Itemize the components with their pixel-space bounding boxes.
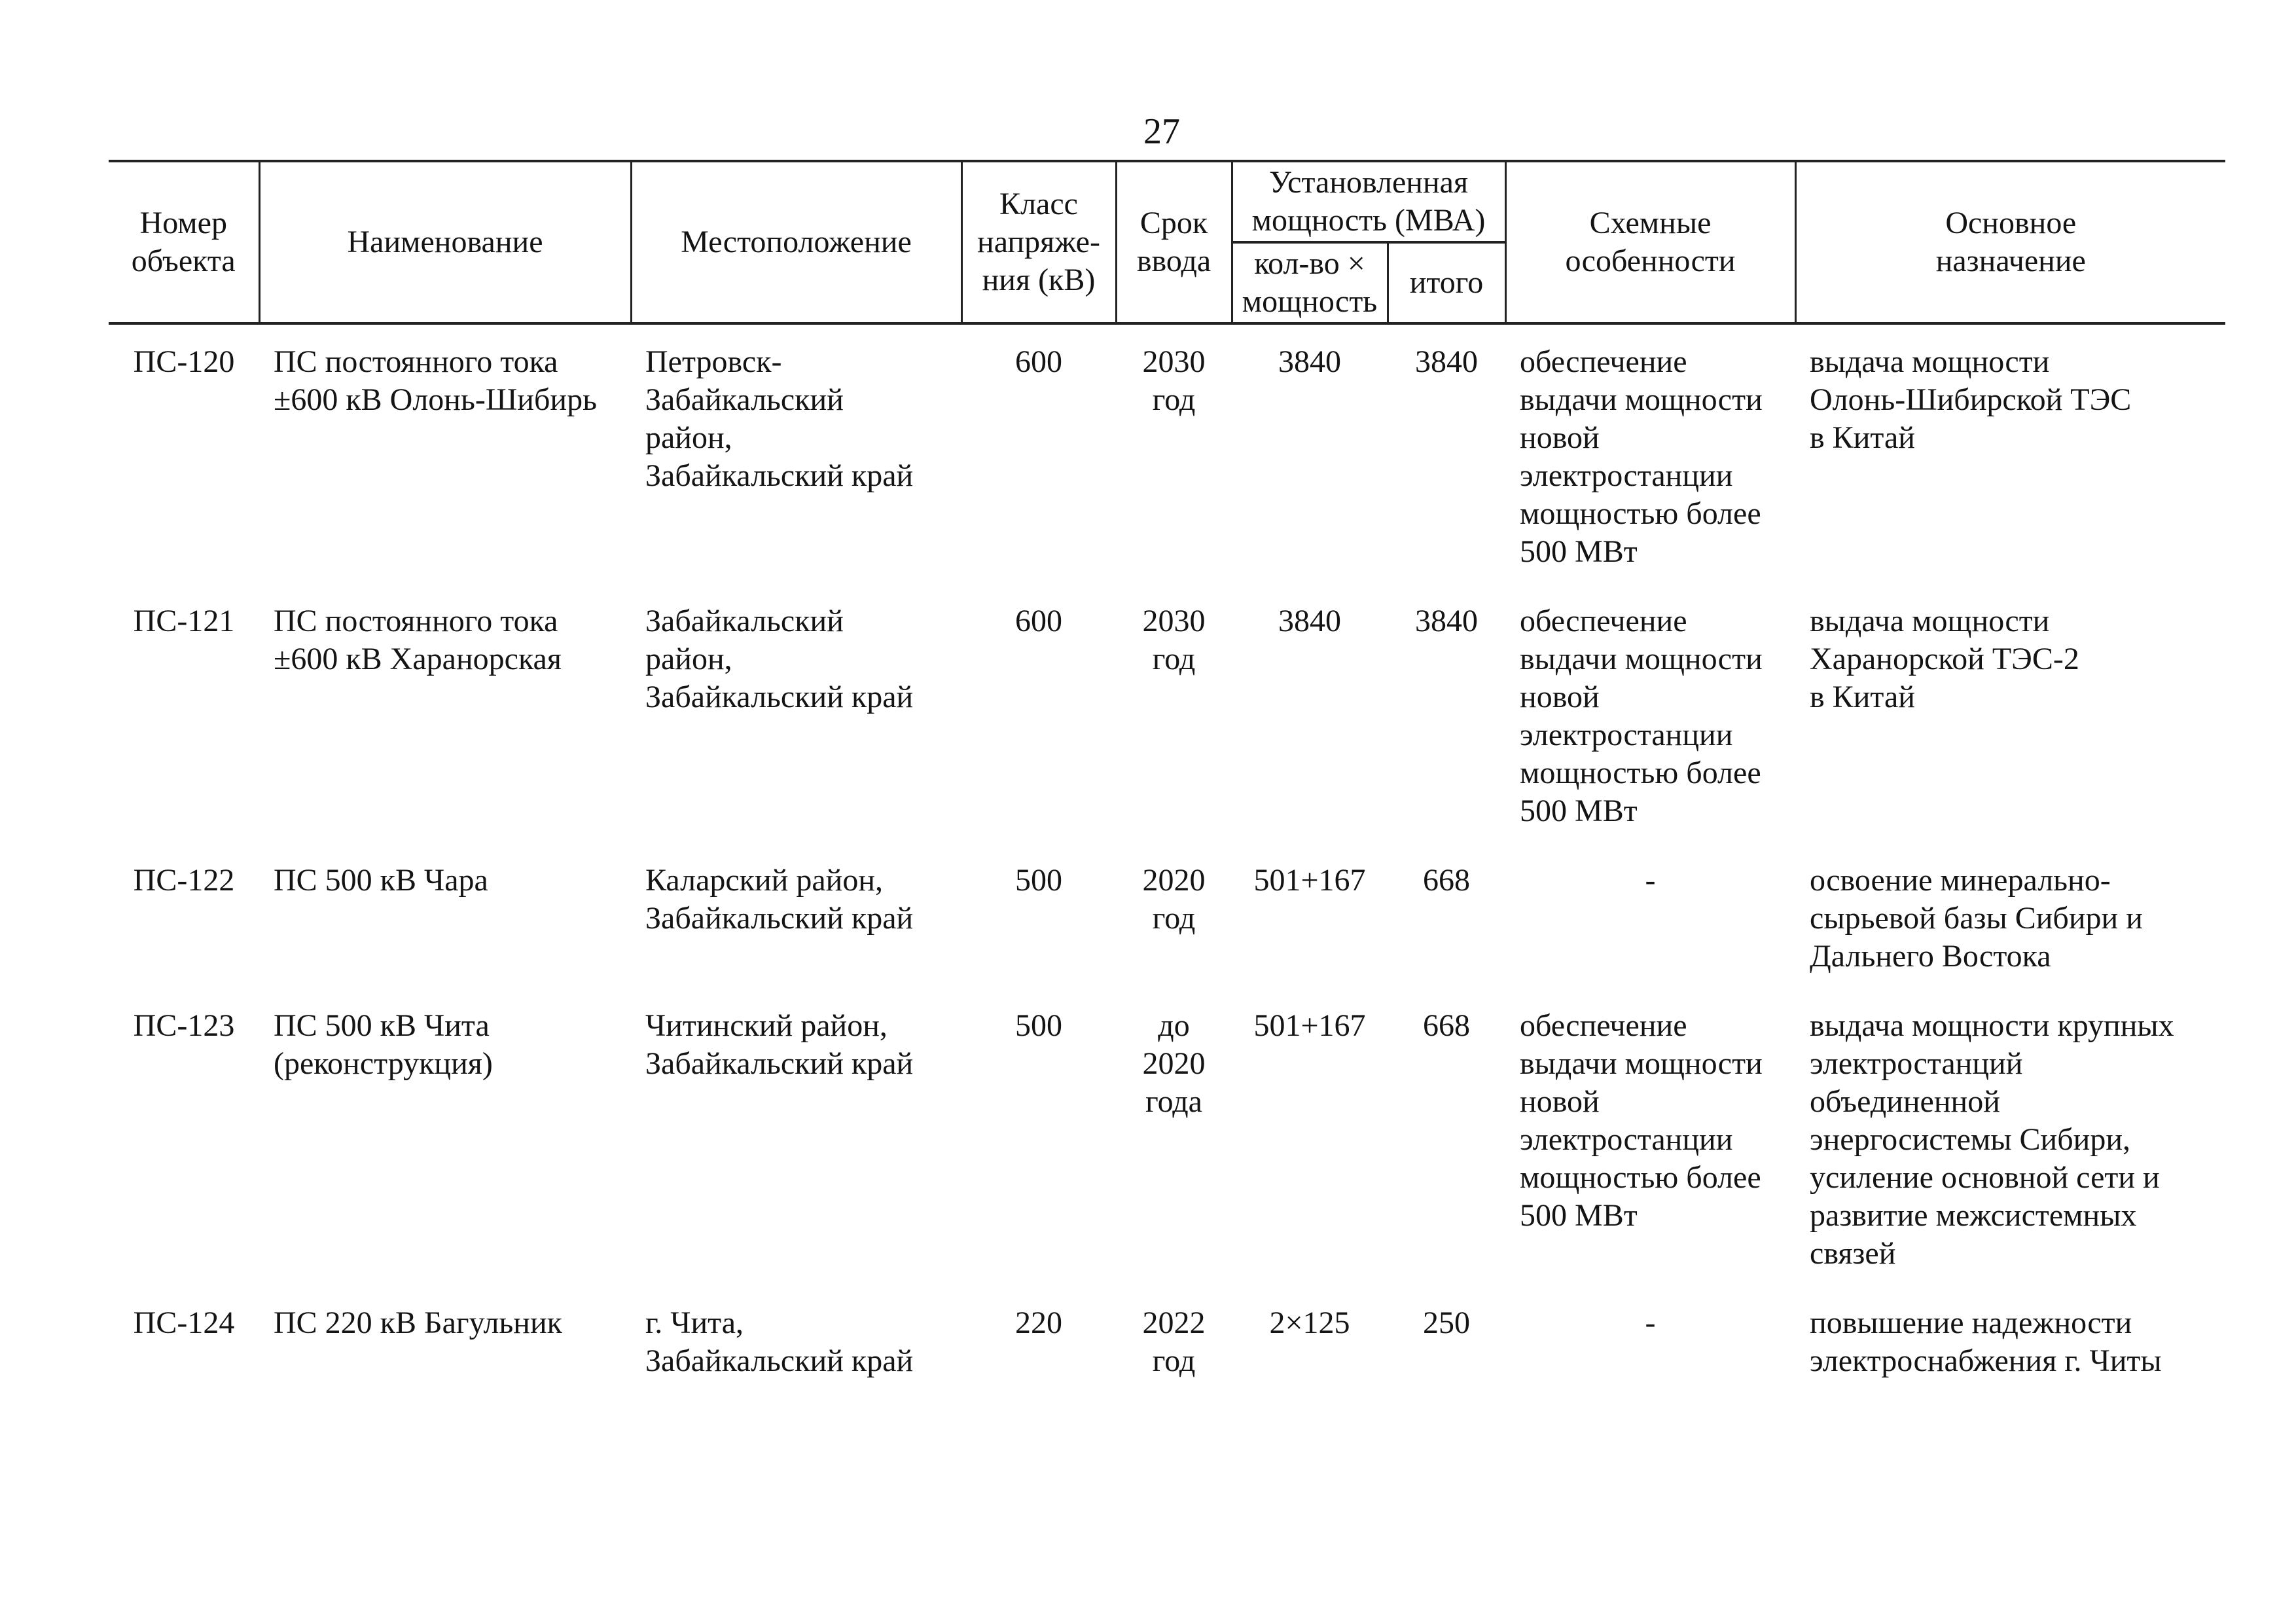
cell-power-count: 3840 [1278,344,1341,379]
cell-power-total: 668 [1423,863,1470,898]
cell-purpose: повышение надежности электроснабжения г. Читы [1810,1305,2162,1378]
cell-name: ПС 220 кВ Багульник [274,1305,562,1340]
cell-name: ПС постоянного тока ±600 кВ Олонь-Шибирь [274,344,597,417]
cell-date: 2030 год [1142,344,1206,417]
cell-power-total: 3840 [1415,344,1478,379]
cell-location: г. Чита, Забайкальский край [645,1305,914,1378]
header-name: Наименование [259,161,631,323]
cell-power-total: 3840 [1415,604,1478,638]
header-scheme: Схемные особенности [1505,161,1795,323]
header-date: Срок ввода [1116,161,1232,323]
table-row [109,602,2225,830]
cell-name: ПС 500 кВ Чара [274,863,488,898]
table-row [109,862,2225,976]
cell-number: ПС-123 [133,1008,235,1043]
page-number: 27 [1143,111,1180,152]
header-number: Номер объекта [109,161,259,323]
cell-purpose: освоение минерально- сырьевой базы Сибири и Дальнего Востока [1810,863,2143,974]
header-power-total: итого [1388,242,1505,323]
cell-voltage: 600 [1015,344,1062,379]
cell-date: 2020 год [1142,863,1206,936]
cell-voltage: 600 [1015,604,1062,638]
cell-voltage: 220 [1015,1305,1062,1340]
cell-scheme: обеспечение выдачи мощности новой электростанции мощностью более 500 МВт [1520,604,1763,828]
cell-power-count: 2×125 [1269,1305,1350,1340]
cell-number: ПС-122 [133,863,235,898]
cell-date: 2022 год [1142,1305,1206,1378]
cell-name: ПС постоянного тока ±600 кВ Харанорская [274,604,562,676]
cell-voltage: 500 [1015,863,1062,898]
header-purpose: Основное назначение [1795,161,2225,323]
table-row [109,1007,2225,1273]
cell-scheme: - [1645,863,1656,898]
header-installed-power: Установленная мощность (МВА) [1232,161,1505,242]
cell-purpose: выдача мощности крупных электростанций объединенной энергосистемы Сибири, усиление основной сети и развитие межсистемных связей [1810,1008,2174,1271]
cell-location: Забайкальский район, Забайкальский край [645,604,914,714]
cell-location: Петровск- Забайкальский район, Забайкальский край [645,344,914,493]
cell-number: ПС-120 [133,344,235,379]
substations-table [109,160,2225,1380]
table-header [109,161,2225,323]
cell-power-total: 250 [1423,1305,1470,1340]
cell-purpose: выдача мощности Олонь-Шибирской ТЭС в Китай [1810,344,2132,455]
header-location: Местоположение [631,161,961,323]
cell-name: ПС 500 кВ Чита (реконструкция) [274,1008,493,1081]
header-voltage: Класс напряже- ния (кВ) [961,161,1116,323]
cell-scheme: обеспечение выдачи мощности новой электростанции мощностью более 500 МВт [1520,344,1763,569]
cell-power-total: 668 [1423,1008,1470,1043]
table-row [109,343,2225,571]
header-power-count: кол-во × мощность [1232,242,1388,323]
table-row [109,1304,2225,1380]
cell-power-count: 501+167 [1253,863,1366,898]
cell-number: ПС-121 [133,604,235,638]
cell-scheme: - [1645,1305,1656,1340]
cell-purpose: выдача мощности Харанорской ТЭС-2 в Китай [1810,604,2079,714]
cell-power-count: 3840 [1278,604,1341,638]
cell-number: ПС-124 [133,1305,235,1340]
cell-date: 2030 год [1142,604,1206,676]
cell-scheme: обеспечение выдачи мощности новой электростанции мощностью более 500 МВт [1520,1008,1763,1233]
cell-date: до 2020 года [1142,1008,1206,1119]
cell-location: Читинский район, Забайкальский край [645,1008,914,1081]
cell-voltage: 500 [1015,1008,1062,1043]
cell-location: Каларский район, Забайкальский край [645,863,914,936]
cell-power-count: 501+167 [1253,1008,1366,1043]
